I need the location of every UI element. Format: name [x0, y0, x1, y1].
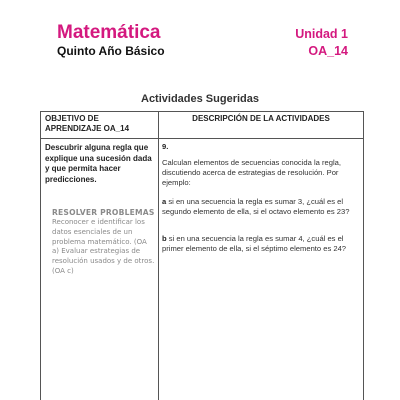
page-header	[0, 0, 400, 70]
item-text: si en una secuencia la regla es sumar 4, ¿cuál es el primer elemento de ella, si el séptimo elemento es 24?	[162, 234, 347, 253]
skill-block	[52, 208, 156, 277]
grade-label: Quinto Año Básico	[57, 44, 165, 58]
item-letter: b	[162, 234, 167, 243]
item-text: si en una secuencia la regla es sumar 3, ¿cuál es el segundo elemento de ella, si el octavo elemento es 23?	[162, 197, 350, 216]
section-title: Actividades Sugeridas	[141, 93, 259, 105]
oa-code: OA_14	[308, 44, 348, 58]
column-divider	[158, 112, 159, 400]
activity-item-a	[162, 197, 360, 217]
skill-description: Reconocer e identificar los datos esenciales de un problema matemático. (OA a) Evaluar estrategias de resolución usados y de otros. (OA c)	[52, 218, 155, 275]
unit-label: Unidad 1	[295, 27, 348, 41]
table-header-row	[41, 112, 363, 139]
item-letter: a	[162, 197, 167, 206]
activity-number: 9.	[162, 142, 169, 151]
objective-column-header: OBJETIVO DE APRENDIZAJE OA_14	[45, 114, 130, 133]
description-column-header: DESCRIPCIÓN DE LA ACTIVIDADES	[192, 114, 330, 123]
activities-table	[40, 111, 364, 400]
subject-title: Matemática	[57, 22, 161, 43]
activity-intro: Calculan elementos de secuencias conocida la regla, discutiendo acerca de estrategias de resolución. Por ejemplo:	[162, 158, 341, 187]
learning-objective: Descubrir alguna regla que explique una sucesión dada y que permita hacer predicciones.	[45, 143, 152, 184]
activity-item-b	[162, 234, 360, 254]
skill-title: RESOLVER PROBLEMAS	[52, 208, 155, 217]
